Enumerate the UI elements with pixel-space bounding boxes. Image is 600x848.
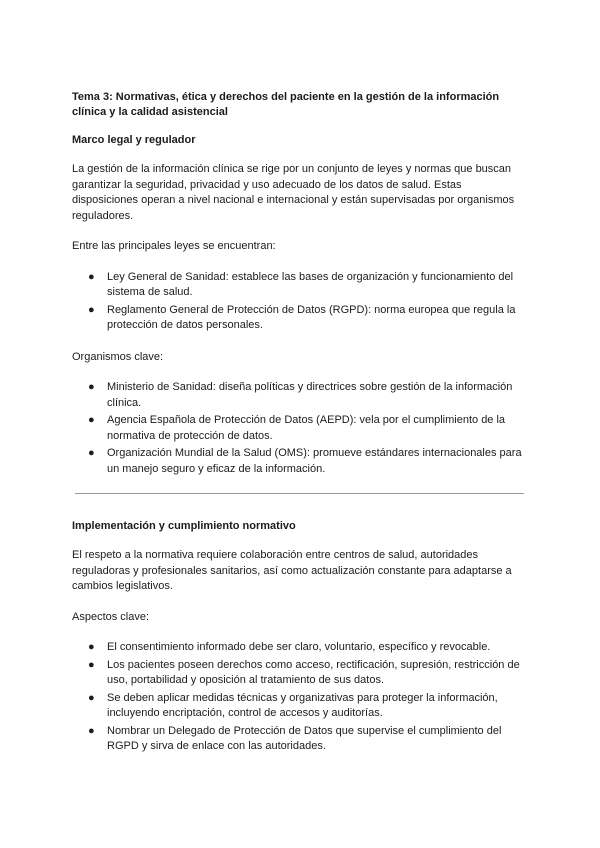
- list-item-text: Ley General de Sanidad: establece las bases de organización y funcionamiento del sistema de salud.: [107, 270, 514, 298]
- bullet-icon: ●: [88, 641, 95, 653]
- list-item-text: Se deben aplicar medidas técnicas y organizativas para proteger la información, incluyendo encriptación, control de accesos y auditorías.: [107, 691, 498, 719]
- bullet-icon: ●: [88, 270, 95, 283]
- section-divider: [75, 493, 524, 494]
- paragraph-laws-intro: Entre las principales leyes se encuentran:: [72, 240, 276, 252]
- paragraph-legal-intro: La gestión de la información clínica se rige por un conjunto de leyes y normas que buscan garantizar la seguridad, privacidad y uso adecuado de los datos de salud. Estas disposiciones operan a nivel nacional e internacional y están supervisadas por organismos reguladores.: [72, 163, 515, 222]
- section-heading-implementation: Implementación y cumplimiento normativo: [72, 520, 296, 532]
- bullet-icon: ●: [88, 381, 95, 393]
- list-item-text: Ministerio de Sanidad: diseña políticas y directrices sobre gestión de la información clínica.: [107, 381, 513, 409]
- aspects-list: [72, 640, 528, 755]
- list-item: [72, 446, 528, 477]
- list-item: [72, 658, 528, 689]
- list-item: [72, 270, 528, 301]
- list-item-text: Los pacientes poseen derechos como acceso, rectificación, supresión, restricción de uso, portabilidad y oposición al tratamiento de sus datos.: [107, 658, 520, 686]
- bullet-icon: ●: [88, 414, 95, 426]
- list-item: [72, 640, 528, 656]
- list-item-text: Reglamento General de Protección de Datos (RGPD): norma europea que regula la protección de datos personales.: [107, 303, 516, 331]
- paragraph-orgs-intro: Organismos clave:: [72, 350, 164, 363]
- list-item: [72, 691, 528, 722]
- paragraph-aspects-intro: Aspectos clave:: [72, 610, 150, 623]
- laws-list: [72, 270, 528, 334]
- list-item: [72, 724, 528, 755]
- orgs-list: [72, 380, 528, 477]
- bullet-icon: ●: [88, 724, 95, 737]
- paragraph-implementation-intro: El respeto a la normativa requiere colaboración entre centros de salud, autoridades reguladoras y profesionales sanitarios, así como actualización constante para adaptarse a cambios legislativos.: [72, 549, 512, 592]
- list-item-text: Organización Mundial de la Salud (OMS): promueve estándares internacionales para un manejo seguro y eficaz de la información.: [107, 447, 522, 475]
- document-title: Tema 3: Normativas, ética y derechos del paciente en la gestión de la información clínica y la calidad asistencial: [72, 91, 500, 118]
- bullet-icon: ●: [88, 691, 95, 704]
- bullet-icon: ●: [88, 658, 95, 671]
- list-item: [72, 380, 528, 411]
- list-item-text: El consentimiento informado debe ser claro, voluntario, específico y revocable.: [107, 641, 491, 653]
- document-page: [72, 90, 528, 771]
- list-item: [72, 303, 528, 334]
- list-item-text: Nombrar un Delegado de Protección de Datos que supervise el cumplimiento del RGPD y sirva de enlace con las autoridades.: [107, 724, 502, 752]
- bullet-icon: ●: [88, 303, 95, 316]
- section-heading-legal: Marco legal y regulador: [72, 134, 196, 146]
- list-item: [72, 413, 528, 444]
- list-item-text: Agencia Española de Protección de Datos (AEPD): vela por el cumplimiento de la normativa de protección de datos.: [107, 414, 506, 442]
- bullet-icon: ●: [88, 447, 95, 459]
